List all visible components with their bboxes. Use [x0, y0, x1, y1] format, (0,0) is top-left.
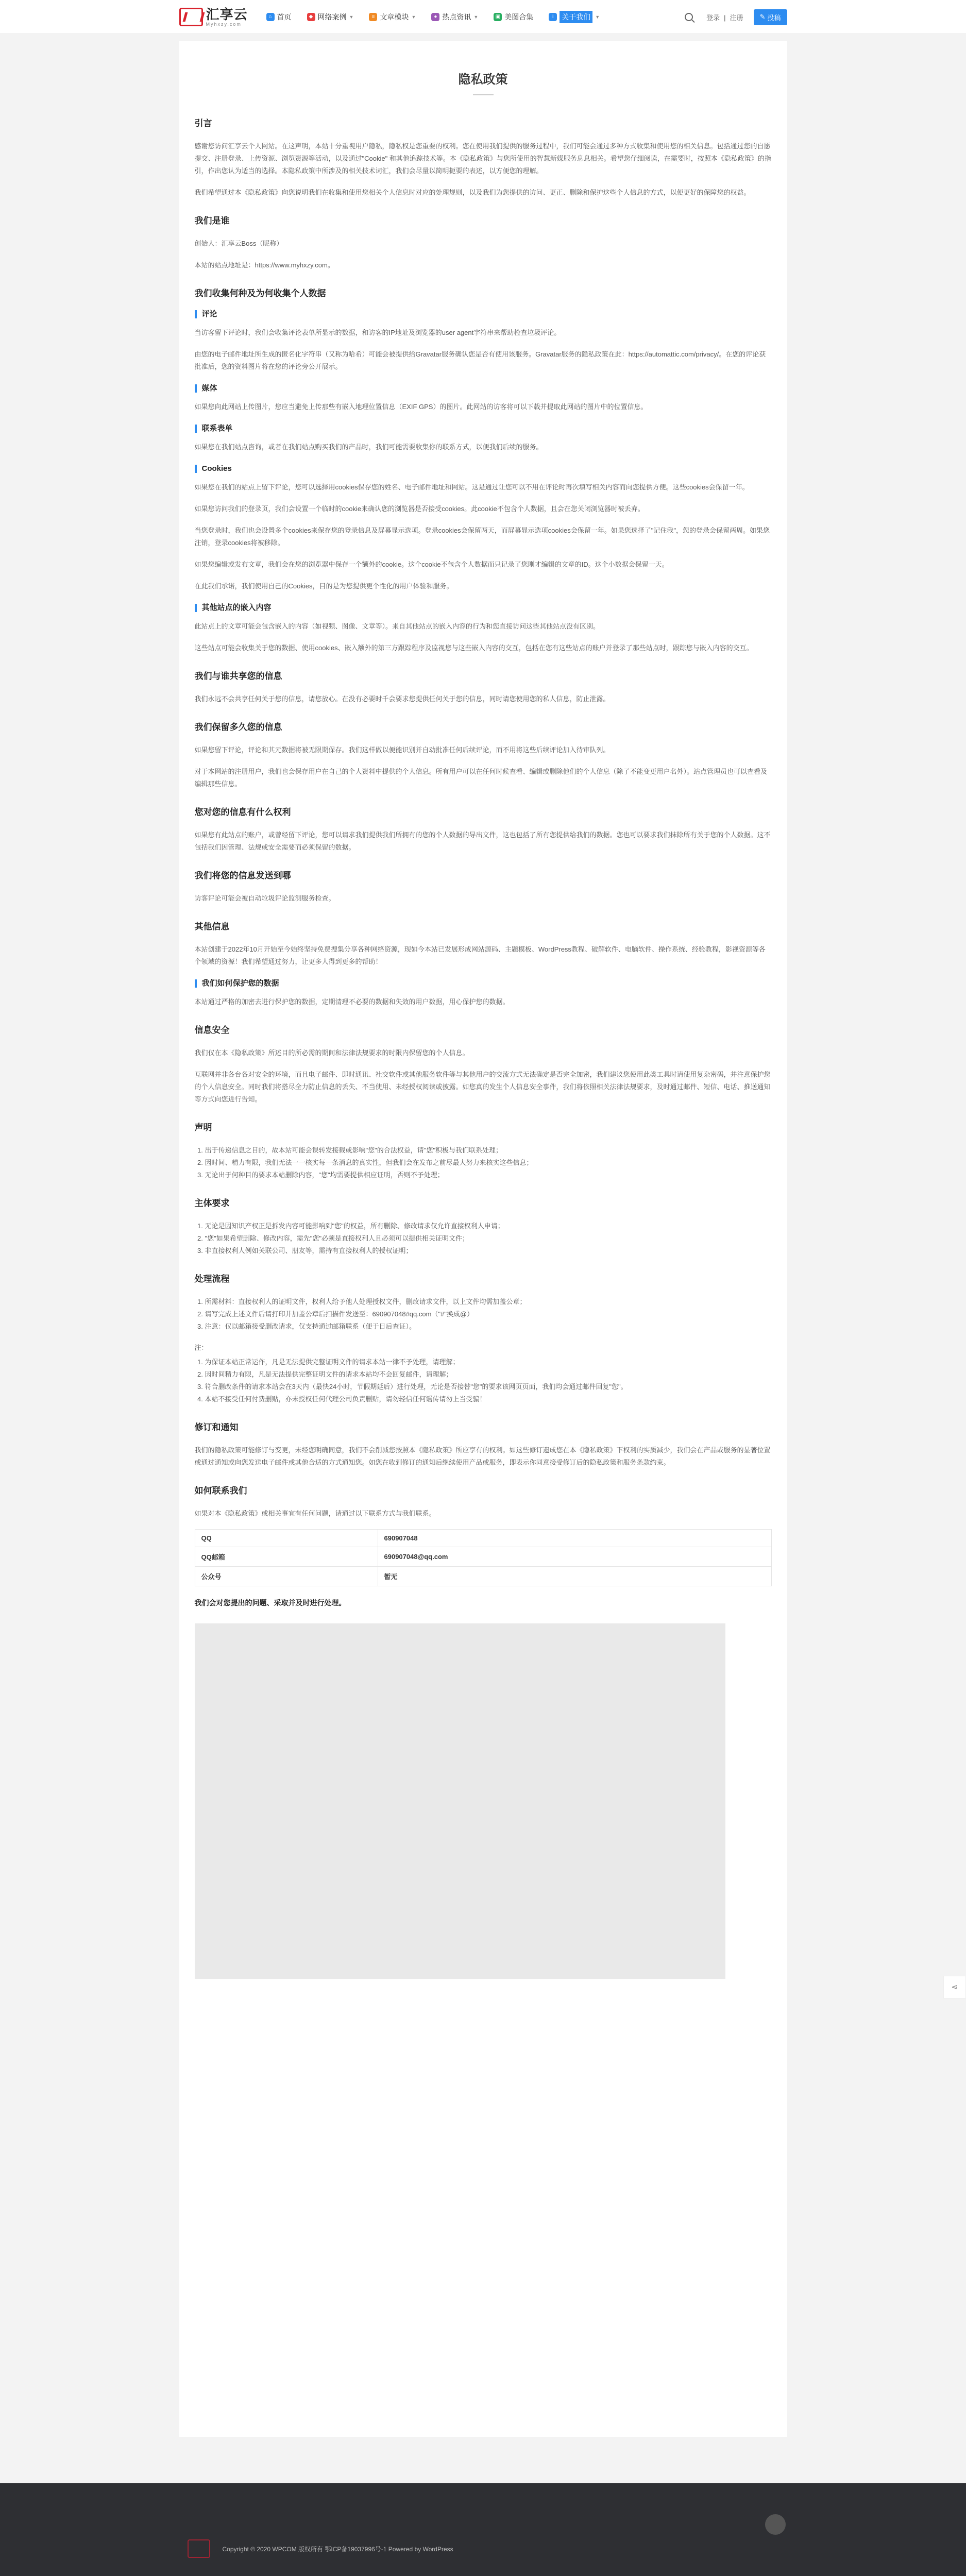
- register-link[interactable]: 注册: [730, 13, 743, 22]
- article-icon: ≡: [369, 13, 377, 21]
- page-title: 隐私政策: [458, 73, 508, 87]
- chevron-down-icon: ▼: [349, 14, 354, 20]
- logo-mark-icon: [179, 8, 203, 26]
- section-heading: 如何联系我们: [194, 1486, 247, 1496]
- subsection-heading: Cookies: [195, 465, 772, 473]
- section-heading: 其他信息: [194, 922, 230, 931]
- paragraph: 由您的电子邮件地址所生成的匿名化字符串（又称为哈希）可能会被提供给Gravatar服务确认您是否有使用该服务。Gravatar服务的隐私政策在此：https://automattic.com/privacy/。在您的评论获批准后，您的资料图片将在您的评论旁公开展示。: [194, 350, 766, 370]
- paragraph: 如果您留下评论，评论和其元数据将被无限期保存。我们这样做以便能识别并自动批准任何后续评论，而不用将这些后续评论加入待审队列。: [194, 746, 610, 754]
- table-cell-value: 暂无: [378, 1567, 771, 1586]
- section-heading: 主体要求: [194, 1198, 230, 1208]
- paragraph: 对于本网站的注册用户，我们也会保存用户在自己的个人资料中提供的个人信息。所有用户可以在任何时候查看、编辑或删除他们的个人信息（除了不能变更用户名外）。站点管理员也可以查看及编辑那些信息。: [194, 768, 768, 788]
- section-heading: 我们保留多久您的信息: [194, 722, 282, 732]
- login-link[interactable]: 登录: [706, 13, 720, 22]
- contact-table: [195, 1529, 772, 1586]
- search-icon[interactable]: [685, 13, 693, 21]
- paragraph: 互联网并非各台各对安全的环境，而且电子邮件、即时通讯、社交软件或其他服务软件等与其他用户的交流方式无法确定是否完全加密，我们建议您使用此类工具时请使用复杂密码，并注意保护您的个人信息安全。同时我们将搭尽全力防止信息的丢失、不当使用、未经授权阅读或披露。如您真的发生个人信息安全事件，我们将依照相关法律法规要求，及时通过邮件、短信、电话、推送通知等方式向您进行告知。: [194, 1071, 771, 1103]
- paragraph: 本站通过严格的加密去进行保护您的数据，定期清理不必要的数据和失效的用户数据，用心保护您的数据。: [194, 998, 510, 1006]
- section-heading: 处理流程: [194, 1274, 230, 1284]
- list-item: 1. 无论是因知识产权正是拆发内容可能影响到"您"的权益，所有删除、修改请求仅允许直接权利人申请；: [205, 1220, 772, 1232]
- paragraph: 当访客留下评论时，我们会收集评论表单所显示的数据，和访客的IP地址及浏览器的user agent字符串来帮助检查垃圾评论。: [194, 329, 561, 336]
- section-heading: 我们与谁共享您的信息: [194, 671, 282, 681]
- notes-list: [205, 1356, 772, 1405]
- list-item: 1. 所需材料：直接权利人的证明文件，权利人给予他人处理授权文件，删改请求文件，以上文件均需加盖公章；: [205, 1296, 772, 1308]
- site-logo[interactable]: [179, 8, 248, 27]
- nav-label: 文章模块: [380, 13, 409, 21]
- auth-separator: |: [724, 13, 726, 22]
- statement-list: [205, 1144, 772, 1181]
- table-row: [195, 1547, 771, 1567]
- paragraph: 如果您向此网站上传图片，您应当避免上传那些有嵌入地理位置信息（EXIF GPS）的图片。此网站的访客将可以下载并提取此网站的图片中的位置信息。: [194, 403, 648, 411]
- paragraph: 如果您编辑或发布文章，我们会在您的浏览器中保存一个额外的cookie。这个cookie不包含个人数据而只记录了您刚才编辑的文章的ID。这个小数据会保留一天。: [194, 561, 669, 568]
- paragraph: 如果您在我们的站点上留下评论，您可以选择用cookies保存您的姓名、电子邮件地址和网站。这是通过让您可以不用在评论时再次填写相关内容而向您提供方便。这些cookies会保留一年。: [194, 483, 749, 491]
- back-to-top-button[interactable]: [765, 2514, 786, 2535]
- nav-label: 热点资讯: [442, 13, 471, 21]
- nav-label: 网络案例: [317, 13, 347, 21]
- chevron-down-icon: ▼: [411, 14, 416, 20]
- logo-name: 汇享云: [206, 6, 248, 22]
- subsection-heading: 其他站点的嵌入内容: [195, 604, 772, 612]
- site-footer: [0, 2483, 966, 2576]
- main-nav: [266, 0, 685, 34]
- nav-gallery[interactable]: [494, 0, 533, 34]
- article-card: [179, 41, 787, 2437]
- paragraph: 如果您访问我们的登录页，我们会设置一个临时的cookie来确认您的浏览器是否接受cookies。此cookie不包含个人数据，且会在您关闭浏览器时被丢弃。: [194, 505, 645, 513]
- paragraph: 这些站点可能会收集关于您的数据、使用cookies、嵌入额外的第三方跟踪程序及监视您与这些嵌入内容的交互，包括在您有这些站点的账户并登录了那些站点时，跟踪您与嵌入内容的交互。: [194, 644, 753, 652]
- nav-label: 首页: [277, 13, 292, 21]
- list-item: 3. 非直接权利人例如关联公司、朋友等，需持有直接权利人的授权证明；: [205, 1245, 772, 1257]
- paragraph: 创始人：汇享云Boss（昵称）: [194, 240, 283, 247]
- footer-logo-icon: [188, 2539, 210, 2558]
- nav-about[interactable]: [549, 0, 600, 34]
- chevron-down-icon: ▼: [473, 14, 479, 20]
- subsection-heading: 媒体: [195, 384, 772, 393]
- list-item: 1. 出于传递信息之目的，故本站可能会误转发接载或影响"您"的合法权益，请"您"积极与我们联系处理；: [205, 1144, 772, 1157]
- paragraph: 此站点上的文章可能会包含嵌入的内容（如视频、图像、文章等）。来自其他站点的嵌入内容的行为和您直接访问这些其他站点没有区别。: [194, 622, 600, 630]
- paragraph: 如果您有此站点的账户，或曾经留下评论，您可以请求我们提供我们所拥有的您的个人数据的导出文件，这也包括了所有您提供给我们的数据。您也可以要求我们抹除所有关于您的个人数据。这不包括我们因管理、法规或安全需要而必须保留的数据。: [194, 831, 771, 851]
- section-heading: 修订和通知: [194, 1422, 239, 1432]
- paragraph: 我们希望通过本《隐私政策》向您说明我们在收集和使用您相关个人信息时对应的处理规则，以及我们为您提供的访问、更正、删除和保护这些个人信息的方式，以便更好的保障您的权益。: [194, 189, 751, 196]
- table-cell-value: 690907048: [378, 1530, 771, 1547]
- footer-copyright: Copyright © 2020 WPCOM 版权所有 鄂ICP备19037996号-1 Powered by WordPress: [222, 2545, 453, 2553]
- section-heading: 声明: [194, 1123, 212, 1132]
- paragraph: 感谢您访问汇享云个人网站。在这声明，本站十分重视用户隐私，隐私权是您重要的权利。您在使用我们提供的服务过程中，我们可能会通过多种方式收集和使用您的相关信息。包括通过您的自愿提交、注册登录、上传资源、浏览资源等活动，以及通过"Cookie" 和其他追踪技术等。本《隐私政策》与您所使用的智慧新媒服务息息相关。希望您仔细阅读，在需要时，按照本《隐私政策》的指引，作出您认为适当的选择。本隐私政策中所涉及的相关技术词汇，我们会尽量以简明扼要的表述，以方便您的理解。: [194, 142, 771, 175]
- nav-label: 美图合集: [504, 13, 534, 21]
- list-item: 2. 因时间精力有限，凡是无法提供完整证明文件的请求本站均不会回复邮件，请理解；: [205, 1368, 772, 1381]
- table-cell-key: QQ: [195, 1530, 378, 1547]
- paragraph: 本站的站点地址是：https://www.myhxzy.com。: [194, 261, 334, 269]
- table-cell-key: 公众号: [195, 1567, 378, 1586]
- title-divider: [473, 94, 494, 95]
- subject-list: [205, 1220, 772, 1257]
- home-icon: ⌂: [266, 13, 275, 21]
- paragraph: 我们永远不会共享任何关于您的信息，请您放心。在没有必要时千会要求您提供任何关于您的信息，同时请您使用您的私人信息，防止泄露。: [194, 695, 610, 703]
- about-icon: i: [549, 13, 557, 21]
- table-cell-value: 690907048@qq.com: [378, 1547, 771, 1567]
- note-label: 注：: [194, 1344, 208, 1351]
- paragraph: 本站创建于2022年10月开始至今始终坚持免费搜集分享各种网络资源，现如今本站已发展形成网站源码、主题模板、WordPress教程、破解软件、电脑软件、操作系统、经验教程，影视资源等各个领域的资源！我们希望通过努力，让更多人得到更多的帮助！: [194, 945, 766, 965]
- post-button[interactable]: [754, 9, 787, 25]
- subsection-heading: 我们如何保护您的数据: [195, 979, 772, 988]
- paragraph: 访客评论可能会被自动垃圾评论监测服务检查。: [194, 894, 335, 902]
- list-item: 1. 为保证本站正常运作，凡是无法提供完整证明文件的请求本站一律不予处理，请理解；: [205, 1356, 772, 1368]
- paragraph: 当您登录时，我们也会设置多个cookies来保存您的登录信息及屏幕显示选项。登录cookies会保留两天，而屏幕显示选项cookies会保留一年。如果您选择了"记住我"，您的登录会保留两周。如果您注销，登录cookies将被移除。: [194, 527, 770, 547]
- list-item: 2. 请写完成上述文件后请打印并加盖公章后扫描件发送至：690907048#qq.com（"#"换成@）: [205, 1308, 772, 1320]
- paragraph: 我们的隐私政策可能修订与变更，未经您明确同意，我们不会削减您按照本《隐私政策》所应享有的权利。如这些修订遗成您在本《隐私政策》下权利的实质减少，我们会在产品或服务的显著位置或通过通知或向您发送电子邮件或其他合适的方式通知您。如您在收到修订的通知后继续使用产品或服务，即表示你同意接受修订后的隐私政策和服务条款约束。: [194, 1446, 771, 1466]
- logo-domain: Myhxzy.com: [206, 21, 242, 27]
- section-heading: 您对您的信息有什么权利: [194, 807, 291, 817]
- nav-articles[interactable]: [369, 0, 416, 34]
- share-icon[interactable]: ⋖: [943, 1976, 966, 1998]
- paragraph: 我们仅在本《隐私政策》所述目的所必需的期间和法律法规要求的时限内保留您的个人信息。: [194, 1049, 469, 1057]
- paragraph: 如果您在我们站点咨询，或者在我们站点购买我们的产品时，我们可能需要收集你的联系方式，以便我们后续的服务。: [194, 443, 543, 451]
- nav-label: 关于我们: [560, 11, 592, 23]
- nav-home[interactable]: [266, 0, 292, 34]
- list-item: 2. "您"如果希望删除、修改内容，需先"您"必须是直接权利人且必须可以提供相关证明文件；: [205, 1232, 772, 1245]
- closing-statement: 我们会对您提出的问题、采取并及时进行处理。: [194, 1599, 346, 1607]
- list-item: 2. 因时间、精力有限，我们无法一一核实每一条消息的真实性，但我们会在发布之前尽最大努力来核实这些信息；: [205, 1157, 772, 1169]
- gem-icon: ◆: [307, 13, 315, 21]
- edit-icon: ✎: [759, 13, 766, 21]
- list-item: 4. 本站不接受任何付费删贴，亦未授权任何代理公司负责删贴，请勿轻信任何谣传请勿上当受骗！: [205, 1393, 772, 1405]
- section-heading: 我们将您的信息发送到哪: [194, 871, 291, 880]
- paragraph: 如果对本《隐私政策》或相关事宜有任何问题，请通过以下联系方式与我们联系。: [194, 1510, 436, 1517]
- post-button-label: 投稿: [767, 13, 781, 22]
- section-heading: 我们是谁: [194, 216, 230, 226]
- image-icon: ▣: [494, 13, 502, 21]
- site-header: [0, 0, 966, 34]
- table-row: [195, 1530, 771, 1547]
- section-heading: 引言: [194, 118, 212, 128]
- subsection-heading: 评论: [195, 310, 772, 318]
- image-placeholder: [195, 1623, 725, 1979]
- list-item: 3. 无论出于何种目的要求本站删除内容，"您"均需要提供相应证明，否则不予处理；: [205, 1169, 772, 1181]
- table-row: [195, 1567, 771, 1586]
- nav-news[interactable]: [431, 0, 478, 34]
- paragraph: 在此我们承诺，我们使用自己的Cookies，目的是为您提供更个性化的用户体验和服务。: [194, 582, 453, 590]
- hot-icon: ●: [431, 13, 439, 21]
- subsection-heading: 联系表单: [195, 425, 772, 433]
- chevron-down-icon: ▼: [595, 14, 600, 20]
- section-heading: 信息安全: [194, 1025, 230, 1035]
- list-item: 3. 符合删改条件的请求本站会在3天内（最快24小时，节假期延后）进行处理，无论是否接替"您"的要求该网页页面，我们均会通过邮件回复"您"。: [205, 1381, 772, 1393]
- nav-cases[interactable]: [307, 0, 354, 34]
- list-item: 3. 注意：仅以邮箱接受删改请求，仅支持通过邮箱联系（便于日后查证）。: [205, 1320, 772, 1333]
- table-cell-key: QQ邮箱: [195, 1547, 378, 1567]
- process-list: [205, 1296, 772, 1333]
- section-heading: 我们收集何种及为何收集个人数据: [194, 289, 326, 298]
